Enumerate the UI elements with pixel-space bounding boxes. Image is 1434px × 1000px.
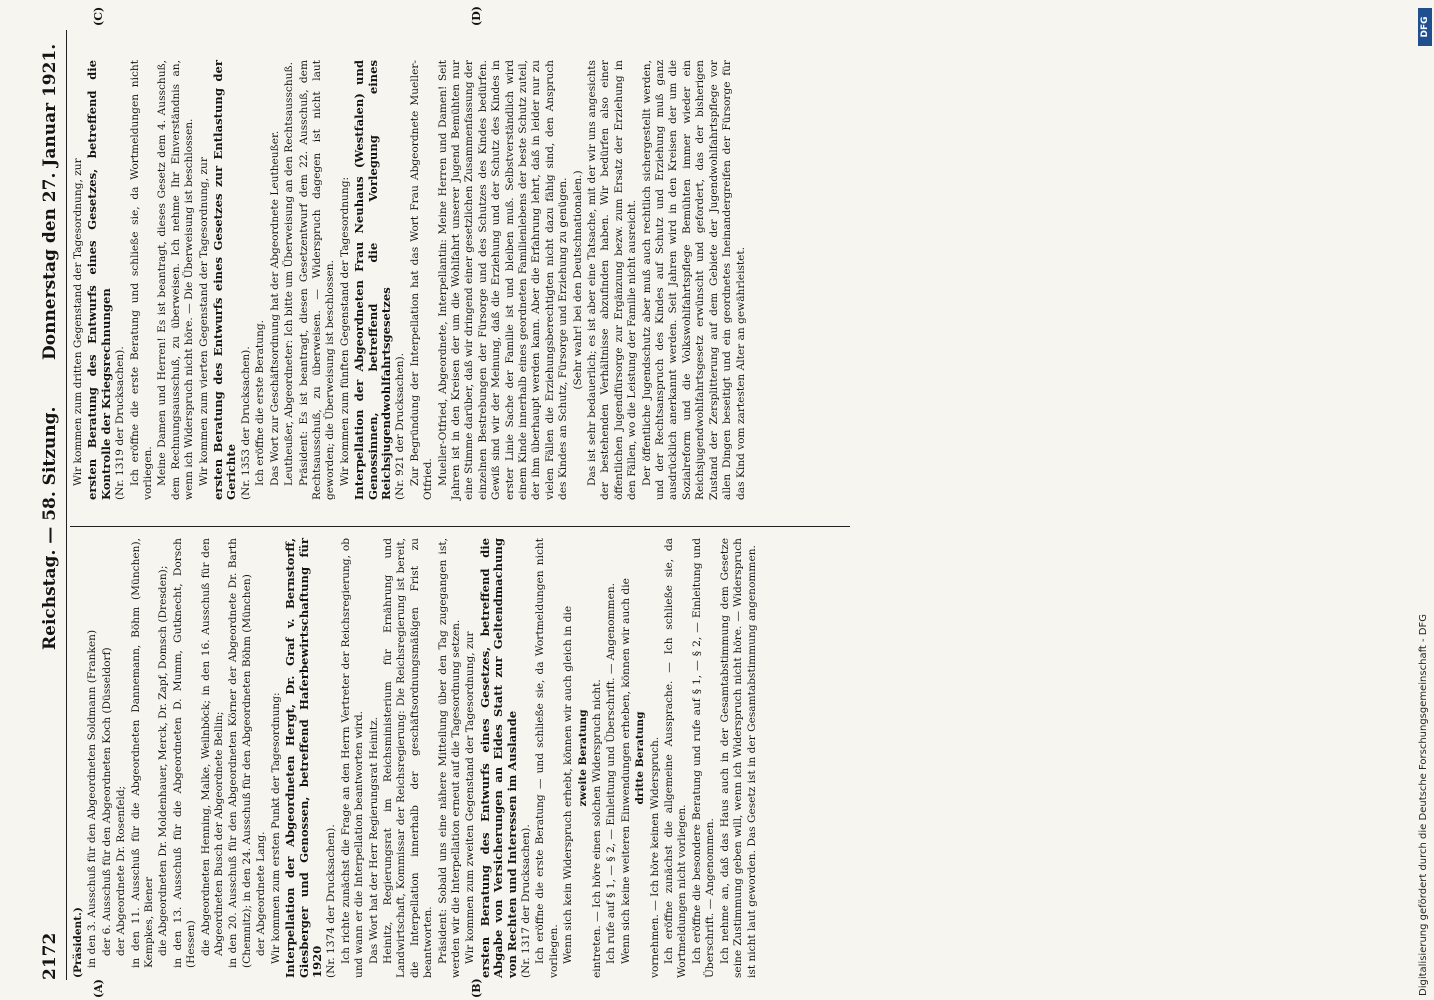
paragraph: Das ist sehr bedauerlich; es ist aber eine Tatsache, mit der wir uns angesichts der bestehenden Verhältnisse abzufinden haben. Wir bedürfen also einer öffentlichen Jugendfürsorge zur Ergänzung bezw. zum Ersatz der Erziehung in den Fällen, wo die Leistung der Familie nicht ausreicht. xyxy=(586,60,639,500)
paragraph: (Nr. 921 der Drucksachen). xyxy=(394,353,407,500)
subheading: zweite Beratung xyxy=(576,709,589,807)
paragraph: in den 20. Ausschuß für den Abgeordneten Körner der Abgeordnete Dr. Barth (Chemnitz); in den 24. Ausschuß für den Abgeordneten Böhm (München) xyxy=(227,538,253,968)
paragraph: Wir kommen zum vierten Gegenstand der Tagesordnung, zur xyxy=(197,157,210,486)
paragraph: Meine Damen und Herren! Es ist beantragt, dieses Gesetz dem 4. Ausschuß, dem Rechnungsausschuß, zu überweisen. Ich nehme Ihr Einverständnis an, wenn ich Widerspruch nicht höre. — Die Überweisung ist beschlossen. xyxy=(156,60,196,500)
speaker-label: (Präsident.) xyxy=(72,907,84,978)
interjection: (Sehr wahr! bei den Deutschnationalen.) xyxy=(571,170,584,390)
margin-marker-d: (D) xyxy=(470,6,483,26)
paragraph: (Nr. 1319 der Drucksachen). xyxy=(114,346,127,500)
paragraph: (Nr. 1374 der Drucksachen). xyxy=(325,824,338,978)
paragraph: in den 13. Ausschuß für die Abgeordneten D. Mumm, Gutknecht, Dorsch (Hessen) xyxy=(171,538,198,968)
header-rule xyxy=(66,30,67,980)
paragraph: Ich rufe auf § 1, — § 2, — Einleitung und Überschrift. — Angenommen. xyxy=(605,582,618,964)
paragraph: in den 11. Ausschuß für die Abgeordneten Dannemann, Böhm (München), Kempkes, Biener xyxy=(129,538,156,968)
paragraph: Präsident: Es ist beantragt, diesen Gesetzentwurf dem 22. Ausschuß, dem Rechtsausschuß, zu überweisen. — Widerspruch dagegen ist nicht laut geworden; die Überweisung ist beschlossen. xyxy=(297,60,337,500)
paragraph: Wir kommen zum dritten Gegenstand der Tagesordnung, zur xyxy=(72,158,84,486)
page-number: 2172 xyxy=(40,932,60,980)
paragraph: eintreten. — Ich höre einen solchen Widerspruch nicht. xyxy=(591,679,604,978)
paragraph: Ich eröffne die erste Beratung und schließe sie, da Wortmeldungen nicht vorliegen. xyxy=(128,60,155,500)
paragraph: Ich richte zunächst die Frage an den Herrn Vertreter der Reichsregierung, ob und wann er die Interpellation beantworten wird. xyxy=(339,538,366,978)
paragraph: Präsident: Sobald uns eine nähere Mitteilung über den Tag zugegangen ist, werden wir die Interpellation erneut auf die Tagesordnung setzen. xyxy=(436,538,462,978)
paragraph: der Abgeordnete Lang. xyxy=(255,831,268,956)
paragraph: Ich nehme an, daß das Haus auch in der Gesamtabstimmung dem Gesetze seine Zustimmung geben will, wenn ich Widerspruch nicht höre. — Widerspruch ist nicht laut geworden. Das Gesetz ist in der Gesamtabstimmung angenommen. xyxy=(718,538,758,978)
paragraph: Ich eröffne zunächst die allgemeine Aussprache. — Ich schließe sie, da Wortmeldungen nicht vorliegen. xyxy=(663,538,689,978)
agenda-heading: ersten Beratung des Entwurfs eines Gesetzes zur Entlastung der Gerichte xyxy=(211,60,239,500)
paragraph: Wir kommen zum fünften Gegenstand der Tagesordnung: xyxy=(338,176,351,486)
paragraph: (Nr. 1317 der Drucksachen). xyxy=(520,824,532,978)
paragraph: der 6. Ausschuß für den Abgeordneten Koch (Düsseldorf) xyxy=(100,647,113,956)
agenda-heading: ersten Beratung des Entwurfs eines Gesetzes, betreffend die Kontrolle der Kriegsrechnungen xyxy=(85,60,113,500)
paragraph: Zur Begründung der Interpellation hat das Wort Frau Abgeordnete Mueller-Otfried. xyxy=(408,60,435,500)
paragraph: Ich eröffne die erste Beratung. xyxy=(254,320,267,486)
paragraph: die Abgeordneten Henning, Malke, Weilnböck; in den 16. Ausschuß für den Abgeordneten Busch der Abgeordnete Bellin; xyxy=(199,538,226,956)
paragraph: Das Wort zur Geschäftsordnung hat der Abgeordnete Leutheußer. xyxy=(268,130,281,486)
paragraph: die Abgeordneten Dr. Moldenhauer, Merck, Dr. Zapf, Domsch (Dresden); xyxy=(157,565,170,956)
paragraph: Wir kommen zum ersten Punkt der Tagesordnung: xyxy=(269,692,282,964)
paragraph: der Abgeordnete Dr. Rosenfeld; xyxy=(115,785,128,956)
paragraph: Wenn sich kein Widerspruch erhebt, können wir auch gleich in die xyxy=(562,605,575,964)
digitization-note-text: Digitalisierung gefördert durch die Deutsche Forschungsgemeinschaft - DFG xyxy=(1418,613,1429,996)
agenda-heading: Interpellation der Abgeordneten Frau Neuhaus (Westfalen) und Genossinnen, betreffend die Vorlegung eines Reichsjugendwohlfahrtsgesetzes xyxy=(352,60,393,500)
right-column xyxy=(72,60,749,500)
agenda-heading: ersten Beratung des Entwurfs eines Gesetzes, betreffend die Abgabe von Versicherungen an Eides Statt zur Geltendmachung von Rechten und Interessen im Auslande xyxy=(477,538,519,978)
margin-marker-b: (B) xyxy=(470,978,483,998)
running-header xyxy=(40,30,66,980)
paragraph: Wir kommen zum zweiten Gegenstand der Tagesordnung, zur xyxy=(464,631,477,964)
paragraph: Leutheußer, Abgeordneter: Ich bitte um Überweisung an den Rechtsausschuß. xyxy=(283,62,296,486)
paragraph: Ich eröffne die besondere Beratung und rufe auf § 1, — § 2, — Einleitung und Überschrift. — Angenommen. xyxy=(690,538,717,978)
subheading: dritte Beratung xyxy=(634,711,647,805)
column-divider xyxy=(70,526,850,527)
digitization-note xyxy=(1416,6,1432,996)
paragraph: Ich eröffne die erste Beratung — und schließe sie, da Wortmeldungen nicht vorliegen. xyxy=(534,538,560,978)
session-title: Reichstag. — 58. Sitzung. xyxy=(40,406,60,650)
paragraph: in den 3. Ausschuß für den Abgeordneten Soldmann (Franken) xyxy=(86,629,99,968)
paragraph: vornehmen. — Ich höre keinen Widerspruch. xyxy=(648,736,661,978)
left-column xyxy=(72,538,760,978)
margin-marker-c: (C) xyxy=(92,6,105,26)
paragraph: Mueller-Otfried, Abgeordnete, Interpellantin: Meine Herren und Damen! Seit Jahren ist in den Kreisen der um die Wohlfahrt unserer Jugend Bemühten nur eine Stimme darüber, daß wir dringend einer gesetzlichen Zusammenfassung der einzelnen Bestrebungen der Fürsorge und des Schutzes des Kindes bedürfen. Gewiß sind wir der Meinung, daß die Erziehung und der Schutz des Kindes in erster Linie Sache der Familie ist und bleiben muß. Selbstverständlich wird einem Kinde innerhalb eines geordneten Familienlebens der beste Schutz zuteil, der ihm überhaupt werden kann. Aber die Erfahrung lehrt, daß in leider nur zu vielen Fällen die Erziehungsberechtigten nicht dazu fähig sind, den Anspruch des Kindes an Schutz, Fürsorge und Erziehung zu genügen. xyxy=(436,60,570,500)
paragraph: Der öffentliche Jugendschutz aber muß auch rechtlich sichergestellt werden, und der Rechtsanspruch des Kindes auf Schutz und Erziehung muß ganz ausdrücklich anerkannt werden. Seit Jahren wird in den Kreisen der um die Sozialreform und die Volkswohlfahrtspflege Bemühten immer wieder ein Reichsjugendwohlfahrtsgesetz erwünscht und gefordert, das der bisherigen Zustand der Zersplitterung auf dem Gebiete der Jugendwohlfahrtspflege vor allen Dingen beseitigt und ein geordnetes Ineinandergreifen der Fürsorge für das Kind vom zartesten Alter an gewährleistet. xyxy=(640,60,747,500)
dfg-logo-text: DFG xyxy=(1420,16,1430,38)
paragraph: Heinitz, Regierungsrat im Reichsministerium für Ernährung und Landwirtschaft, Kommissar der Reichsregierung: Die Reichsregierung ist bereit, die Interpellation innerhalb der geschäftsordnungsmäßigen Frist zu beantworten. xyxy=(381,538,435,978)
paragraph: Wenn sich keine weiteren Einwendungen erheben, können wir auch die xyxy=(619,578,632,964)
paragraph: Das Wort hat der Herr Regierungsrat Heinitz. xyxy=(367,716,380,964)
paragraph: (Nr. 1353 der Drucksachen). xyxy=(239,346,252,500)
margin-marker-a: (A) xyxy=(92,979,105,998)
agenda-heading: Interpellation der Abgeordneten Hergt, Dr. Graf v. Bernstorff, Giesberger und Genossen, betreffend Haferbewirtschaftung für 1920 xyxy=(283,538,324,978)
session-date: Donnerstag den 27. Januar 1921. xyxy=(40,43,60,360)
